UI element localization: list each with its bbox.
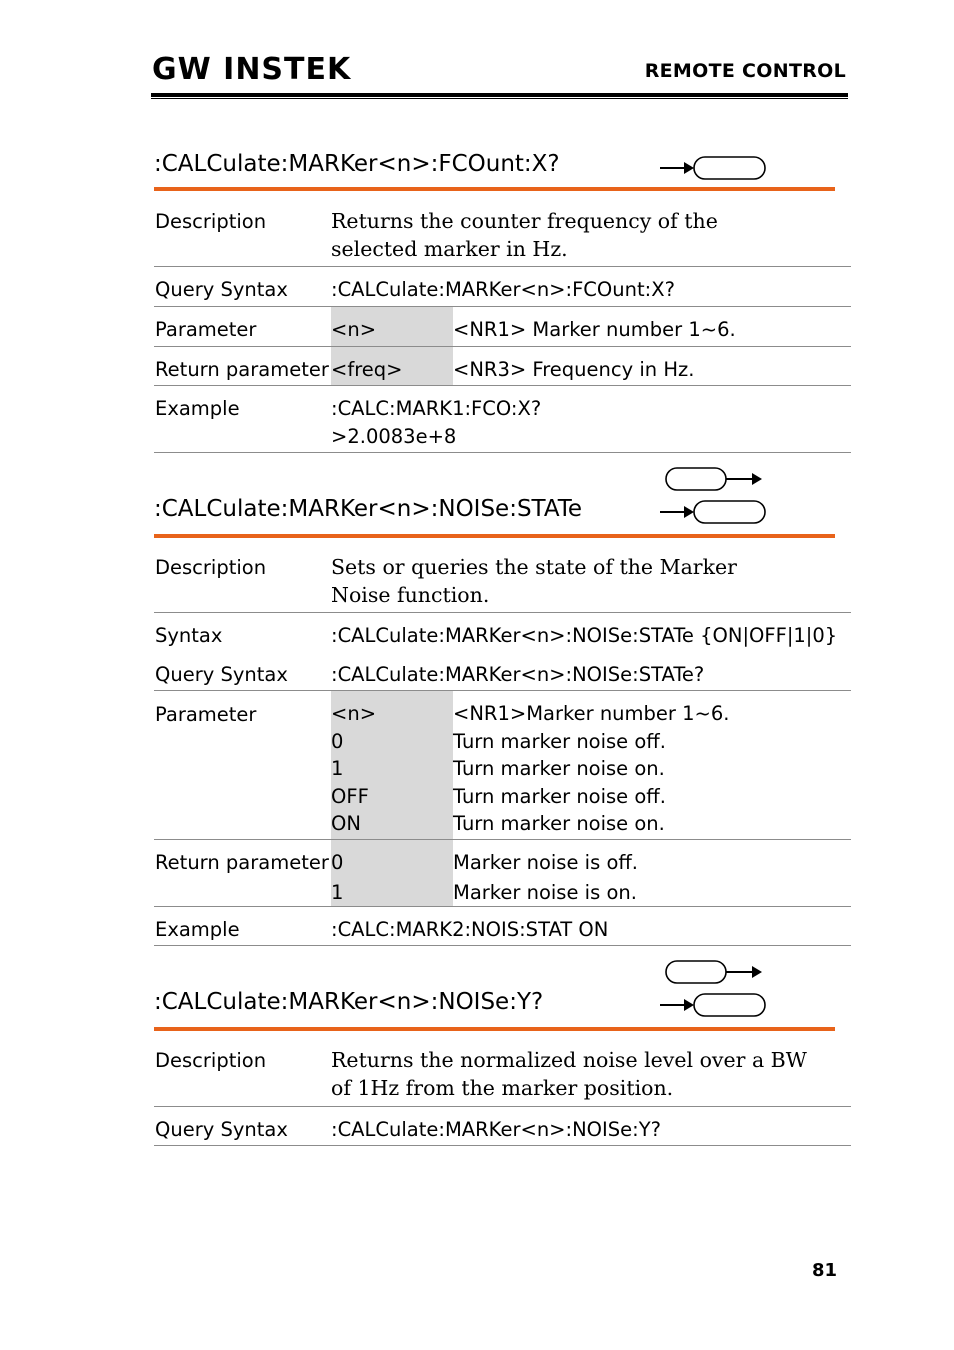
row-divider [154, 452, 851, 453]
row-divider [154, 346, 851, 347]
page-number: 81 [812, 1260, 838, 1281]
row-divider [154, 612, 851, 613]
gw-instek-logo: GW INSTEK [152, 52, 352, 87]
label-return-parameter: Return parameter [155, 851, 329, 874]
row-divider [154, 690, 851, 691]
row-divider [154, 306, 851, 307]
param-desc: <NR1> Marker number 1~6. [453, 318, 736, 341]
label-query-syntax: Query Syntax [155, 663, 288, 686]
param-name: 0 [331, 729, 344, 753]
command-rule [154, 534, 835, 538]
param-desc: Turn marker noise off. [453, 784, 666, 808]
return-param-desc: Marker noise is on. [453, 881, 637, 904]
label-parameter: Parameter [155, 703, 257, 726]
command-rule [154, 1027, 835, 1031]
label-query-syntax: Query Syntax [155, 278, 288, 301]
param-name: <n> [331, 318, 377, 341]
header-rule [151, 93, 848, 97]
set-icon [660, 466, 770, 492]
section-title: REMOTE CONTROL [644, 60, 846, 82]
label-return-parameter: Return parameter [155, 358, 329, 381]
example-command: :CALC:MARK2:NOIS:STAT ON [331, 918, 609, 941]
example-response: >2.0083e+8 [331, 425, 457, 448]
row-divider [154, 1145, 851, 1146]
param-name: <n> [331, 702, 377, 725]
label-example: Example [155, 397, 240, 420]
row-divider [154, 385, 851, 386]
description-text: Returns the normalized noise level over a BW of 1Hz from the marker position. [331, 1048, 807, 1100]
return-param-name: 0 [331, 851, 344, 874]
label-example: Example [155, 918, 240, 941]
param-desc: <NR1>Marker number 1~6. [453, 702, 730, 725]
row-divider [154, 839, 851, 840]
example-command: :CALC:MARK1:FCO:X? [331, 397, 542, 420]
query-syntax-value: :CALCulate:MARKer<n>:NOISe:Y? [331, 1118, 661, 1141]
query-icon [660, 155, 770, 181]
label-description: Description [155, 210, 267, 233]
param-desc: Turn marker noise on. [453, 757, 665, 780]
command-title-fcount-x: :CALCulate:MARKer<n>:FCOunt:X? [154, 151, 560, 177]
command-title-noise-y: :CALCulate:MARKer<n>:NOISe:Y? [154, 989, 544, 1015]
param-name: 1 [331, 757, 344, 780]
param-name: OFF [331, 784, 369, 808]
param-desc: Turn marker noise off. [453, 729, 666, 753]
param-name-list [331, 700, 376, 838]
param-desc: Turn marker noise on. [453, 812, 665, 835]
description-text: Sets or queries the state of the Marker Noise function. [331, 555, 737, 607]
command-title-noise-state: :CALCulate:MARKer<n>:NOISe:STATe [154, 496, 583, 522]
label-syntax: Syntax [155, 624, 223, 647]
param-shade [331, 840, 453, 906]
return-param-desc: Marker noise is off. [453, 851, 639, 874]
param-name: ON [331, 812, 361, 835]
set-icon [660, 959, 770, 985]
command-rule [154, 187, 835, 191]
query-icon [660, 499, 770, 525]
query-icon [660, 992, 770, 1018]
row-divider [154, 1106, 851, 1107]
header-rule-thin [151, 98, 848, 99]
row-divider [154, 266, 851, 267]
label-description: Description [155, 556, 267, 579]
label-parameter: Parameter [155, 318, 257, 341]
return-param-desc: <NR3> Frequency in Hz. [453, 358, 695, 381]
row-divider [154, 945, 851, 946]
row-divider [154, 906, 851, 907]
label-query-syntax: Query Syntax [155, 1118, 288, 1141]
return-param-name: 1 [331, 881, 344, 904]
param-desc-list [453, 700, 729, 838]
label-description: Description [155, 1049, 267, 1072]
syntax-value: :CALCulate:MARKer<n>:NOISe:STATe {ON|OFF|1|0} [331, 624, 838, 647]
query-syntax-value: :CALCulate:MARKer<n>:FCOunt:X? [331, 278, 675, 301]
query-syntax-value: :CALCulate:MARKer<n>:NOISe:STATe? [331, 663, 705, 686]
description-text: Returns the counter frequency of the selected marker in Hz. [331, 209, 718, 261]
return-param-name: <freq> [331, 358, 403, 381]
